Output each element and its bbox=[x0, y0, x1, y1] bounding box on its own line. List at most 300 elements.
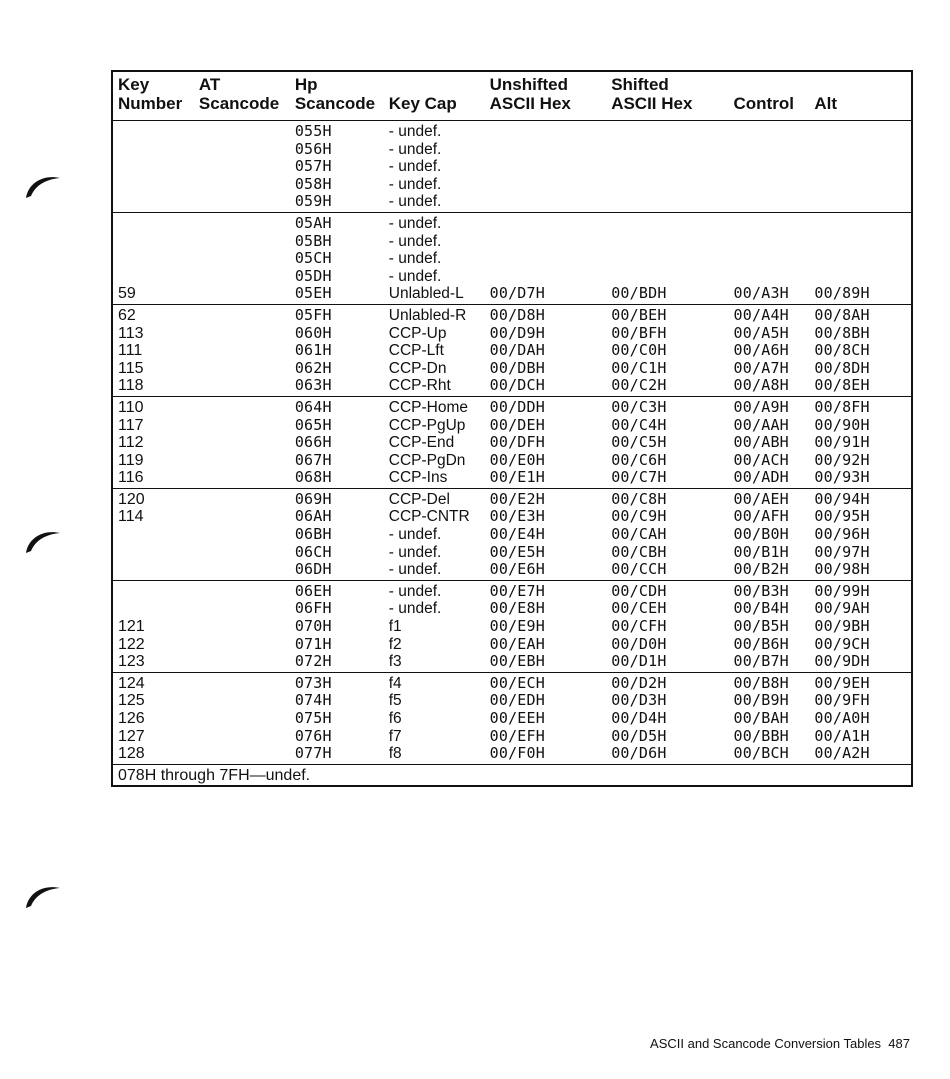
cell-hp-scancode: 06AH bbox=[294, 507, 332, 526]
cell-key-cap: CCP-Rht bbox=[388, 377, 451, 395]
table-row bbox=[112, 600, 912, 618]
cell-at-scancode bbox=[194, 212, 290, 232]
page-number: 487 bbox=[888, 1036, 910, 1051]
cell-alt-hex: 00/93H bbox=[814, 468, 870, 487]
cell-key-cap: - undef. bbox=[388, 140, 442, 158]
table-row bbox=[112, 417, 912, 435]
cell-unshifted-hex: 00/E5H bbox=[489, 542, 545, 561]
cell-hp-scancode: 065H bbox=[294, 415, 332, 434]
cell-alt-hex: 00/91H bbox=[814, 433, 870, 452]
cell-key-number: 128 bbox=[118, 745, 145, 763]
cell-unshifted-hex: 00/E7H bbox=[489, 581, 545, 600]
cell-key-number: 123 bbox=[118, 653, 145, 671]
table-row bbox=[112, 710, 912, 728]
cell-hp-scancode: 073H bbox=[294, 673, 332, 692]
cell-at-scancode bbox=[194, 580, 290, 600]
cell-control-hex bbox=[729, 233, 810, 251]
cell-key-number: 115 bbox=[118, 359, 144, 377]
cell-key-cap: CCP-PgDn bbox=[388, 451, 466, 469]
cell-key-number: 59 bbox=[118, 285, 136, 303]
table-row bbox=[112, 250, 912, 268]
column-header-line: Alt bbox=[814, 94, 838, 113]
cell-control-hex: 00/B4H bbox=[733, 599, 789, 618]
cell-control-hex: 00/ABH bbox=[733, 433, 789, 452]
cell-shifted-hex bbox=[606, 193, 728, 212]
cell-key-number: 126 bbox=[118, 710, 145, 727]
cell-unshifted-hex: 00/E2H bbox=[489, 489, 545, 508]
cell-unshifted-hex: 00/DEH bbox=[489, 415, 545, 434]
cell-hp-scancode: 075H bbox=[294, 709, 332, 727]
cell-at-scancode bbox=[194, 672, 290, 692]
binding-hole-icon bbox=[22, 525, 62, 555]
cell-shifted-hex: 00/D5H bbox=[611, 726, 667, 745]
cell-key-cap: - undef. bbox=[388, 232, 442, 250]
cell-shifted-hex: 00/BDH bbox=[611, 284, 667, 303]
cell-unshifted-hex bbox=[485, 158, 607, 176]
cell-control-hex: 00/A8H bbox=[733, 376, 789, 395]
cell-alt-hex: 00/92H bbox=[814, 450, 870, 469]
cell-hp-scancode: 067H bbox=[294, 450, 332, 469]
row-group bbox=[112, 580, 912, 672]
cell-shifted-hex: 00/D1H bbox=[611, 652, 667, 671]
cell-alt-hex: 00/8FH bbox=[814, 397, 870, 416]
cell-alt-hex: 00/A0H bbox=[814, 709, 870, 727]
cell-at-scancode bbox=[194, 544, 290, 562]
cell-hp-scancode: 071H bbox=[294, 634, 332, 653]
cell-shifted-hex: 00/C0H bbox=[611, 341, 667, 360]
row-group bbox=[112, 304, 912, 396]
column-header-line: Key bbox=[118, 75, 150, 94]
cell-unshifted-hex: 00/EBH bbox=[489, 652, 545, 671]
cell-hp-scancode: 063H bbox=[294, 376, 332, 395]
cell-shifted-hex bbox=[606, 176, 728, 194]
cell-alt-hex: 00/9DH bbox=[814, 652, 870, 671]
table-row bbox=[112, 544, 912, 562]
cell-key-number: 112 bbox=[118, 434, 144, 452]
cell-key-cap: f4 bbox=[388, 674, 402, 692]
column-header-hp-scancode bbox=[290, 71, 384, 121]
table-row bbox=[112, 377, 912, 396]
binding-hole-icon bbox=[22, 170, 62, 200]
cell-key-number bbox=[112, 141, 194, 159]
cell-unshifted-hex: 00/EEH bbox=[489, 709, 545, 727]
cell-alt-hex: 00/94H bbox=[814, 489, 870, 508]
cell-control-hex: 00/A3H bbox=[733, 284, 789, 303]
cell-at-scancode bbox=[194, 417, 290, 435]
cell-shifted-hex: 00/D6H bbox=[611, 744, 667, 763]
cell-unshifted-hex: 00/EDH bbox=[489, 691, 545, 710]
cell-alt-hex: 00/96H bbox=[814, 525, 870, 544]
column-header-line: Number bbox=[118, 94, 183, 113]
cell-key-number bbox=[112, 158, 194, 176]
cell-key-cap: f5 bbox=[388, 692, 402, 710]
table-row bbox=[112, 745, 912, 764]
cell-at-scancode bbox=[194, 710, 290, 728]
cell-unshifted-hex: 00/EAH bbox=[489, 634, 545, 653]
cell-key-number: 127 bbox=[118, 727, 145, 745]
cell-hp-scancode: 072H bbox=[294, 652, 332, 671]
column-header-line: AT bbox=[198, 75, 221, 94]
cell-key-number: 111 bbox=[118, 342, 143, 360]
cell-control-hex: 00/B7H bbox=[733, 652, 789, 671]
cell-alt-hex: 00/A2H bbox=[814, 744, 870, 763]
cell-hp-scancode: 05CH bbox=[294, 249, 332, 268]
cell-control-hex: 00/BCH bbox=[733, 744, 789, 763]
cell-shifted-hex: 00/D0H bbox=[611, 634, 667, 653]
cell-key-cap: f6 bbox=[388, 710, 402, 727]
column-header-key-cap bbox=[384, 71, 485, 121]
cell-key-cap: CCP-Dn bbox=[388, 359, 447, 377]
cell-hp-scancode: 056H bbox=[294, 139, 332, 158]
table-row bbox=[112, 212, 912, 232]
cell-control-hex: 00/AFH bbox=[733, 507, 789, 526]
cell-control-hex: 00/ADH bbox=[733, 468, 789, 487]
cell-hp-scancode: 058H bbox=[294, 174, 332, 193]
cell-at-scancode bbox=[194, 158, 290, 176]
cell-hp-scancode: 076H bbox=[294, 726, 332, 745]
cell-at-scancode bbox=[194, 176, 290, 194]
cell-shifted-hex: 00/C1H bbox=[611, 358, 667, 377]
cell-unshifted-hex bbox=[485, 268, 607, 286]
cell-key-cap: f8 bbox=[388, 745, 402, 763]
cell-unshifted-hex: 00/D9H bbox=[489, 323, 545, 342]
cell-at-scancode bbox=[194, 377, 290, 396]
cell-unshifted-hex: 00/E9H bbox=[489, 617, 545, 636]
cell-key-number: 116 bbox=[118, 469, 144, 487]
cell-at-scancode bbox=[194, 692, 290, 710]
cell-at-scancode bbox=[194, 488, 290, 508]
binding-hole-icon bbox=[22, 880, 62, 910]
cell-shifted-hex: 00/C3H bbox=[611, 397, 667, 416]
cell-shifted-hex bbox=[606, 212, 728, 232]
table-row bbox=[112, 342, 912, 360]
table-row bbox=[112, 121, 912, 141]
cell-hp-scancode: 062H bbox=[294, 358, 332, 377]
column-header-key-number bbox=[112, 71, 194, 121]
cell-control-hex: 00/A9H bbox=[733, 397, 789, 416]
cell-hp-scancode: 05BH bbox=[294, 231, 332, 250]
cell-hp-scancode: 06CH bbox=[294, 542, 332, 561]
cell-alt-hex: 00/8DH bbox=[814, 358, 870, 377]
cell-hp-scancode: 05FH bbox=[294, 305, 332, 324]
cell-hp-scancode: 06BH bbox=[294, 525, 332, 544]
table-row bbox=[112, 526, 912, 544]
cell-control-hex: 00/B1H bbox=[733, 542, 789, 561]
cell-unshifted-hex: 00/D8H bbox=[489, 305, 545, 324]
scancode-conversion-table bbox=[111, 70, 913, 787]
cell-key-cap: CCP-Up bbox=[388, 324, 447, 342]
cell-shifted-hex: 00/BFH bbox=[611, 323, 667, 342]
table-row bbox=[112, 158, 912, 176]
cell-at-scancode bbox=[194, 121, 290, 141]
cell-shifted-hex: 00/D3H bbox=[611, 691, 667, 710]
cell-unshifted-hex: 00/E1H bbox=[489, 468, 545, 487]
cell-unshifted-hex: 00/ECH bbox=[489, 673, 545, 692]
cell-alt-hex bbox=[809, 268, 912, 286]
cell-hp-scancode: 05DH bbox=[294, 266, 332, 285]
cell-control-hex bbox=[729, 141, 810, 159]
cell-control-hex bbox=[729, 212, 810, 232]
column-header-line: Shifted bbox=[611, 75, 669, 94]
cell-key-cap: f3 bbox=[388, 653, 402, 671]
cell-key-cap: - undef. bbox=[388, 175, 442, 193]
cell-hp-scancode: 057H bbox=[294, 157, 332, 176]
cell-at-scancode bbox=[194, 285, 290, 304]
cell-key-number bbox=[112, 580, 194, 600]
cell-key-number bbox=[112, 193, 194, 212]
column-header-line: Key Cap bbox=[388, 94, 457, 113]
cell-shifted-hex: 00/C2H bbox=[611, 376, 667, 395]
cell-shifted-hex: 00/CAH bbox=[611, 525, 667, 544]
cell-key-cap: - undef. bbox=[388, 267, 442, 285]
cell-control-hex: 00/B6H bbox=[733, 634, 789, 653]
cell-control-hex: 00/B9H bbox=[733, 691, 789, 710]
column-header-line: ASCII Hex bbox=[489, 94, 571, 113]
cell-unshifted-hex: 00/D7H bbox=[489, 284, 545, 303]
cell-shifted-hex: 00/C8H bbox=[611, 489, 667, 508]
cell-shifted-hex: 00/C9H bbox=[611, 507, 667, 526]
cell-unshifted-hex: 00/E4H bbox=[489, 525, 545, 544]
cell-key-cap: f1 bbox=[388, 618, 402, 636]
column-header-line: Unshifted bbox=[489, 75, 568, 94]
cell-alt-hex: 00/89H bbox=[814, 284, 870, 303]
cell-hp-scancode: 077H bbox=[294, 744, 332, 763]
cell-shifted-hex: 00/D2H bbox=[611, 673, 667, 692]
cell-unshifted-hex: 00/DDH bbox=[489, 397, 545, 416]
cell-hp-scancode: 06EH bbox=[294, 581, 332, 600]
cell-alt-hex: 00/98H bbox=[814, 560, 870, 579]
cell-shifted-hex bbox=[606, 250, 728, 268]
table-row bbox=[112, 508, 912, 526]
cell-at-scancode bbox=[194, 141, 290, 159]
table-footer-row bbox=[112, 764, 912, 786]
cell-key-number: 122 bbox=[118, 635, 145, 653]
cell-key-number: 121 bbox=[118, 618, 145, 636]
table-row bbox=[112, 325, 912, 343]
cell-shifted-hex: 00/CEH bbox=[611, 599, 667, 618]
cell-control-hex bbox=[729, 268, 810, 286]
cell-alt-hex: 00/A1H bbox=[814, 726, 870, 745]
table-row bbox=[112, 692, 912, 710]
row-group bbox=[112, 488, 912, 580]
cell-at-scancode bbox=[194, 396, 290, 416]
cell-at-scancode bbox=[194, 360, 290, 378]
cell-shifted-hex: 00/CBH bbox=[611, 542, 667, 561]
cell-alt-hex: 00/97H bbox=[814, 542, 870, 561]
cell-control-hex: 00/AAH bbox=[733, 415, 789, 434]
cell-key-cap: CCP-Home bbox=[388, 398, 468, 416]
cell-hp-scancode: 05AH bbox=[294, 213, 332, 232]
row-group bbox=[112, 672, 912, 764]
cell-key-cap: CCP-Lft bbox=[388, 342, 444, 360]
table-header bbox=[112, 71, 912, 121]
cell-unshifted-hex bbox=[485, 233, 607, 251]
cell-at-scancode bbox=[194, 561, 290, 580]
cell-key-cap: - undef. bbox=[388, 582, 442, 600]
cell-control-hex: 00/AEH bbox=[733, 489, 789, 508]
cell-at-scancode bbox=[194, 469, 290, 488]
cell-alt-hex: 00/9CH bbox=[814, 634, 870, 653]
cell-control-hex: 00/A7H bbox=[733, 358, 789, 377]
cell-at-scancode bbox=[194, 745, 290, 764]
cell-shifted-hex: 00/CCH bbox=[611, 560, 667, 579]
cell-key-number bbox=[112, 526, 194, 544]
cell-hp-scancode: 066H bbox=[294, 433, 332, 452]
cell-unshifted-hex: 00/E3H bbox=[489, 507, 545, 526]
table-row bbox=[112, 580, 912, 600]
cell-at-scancode bbox=[194, 600, 290, 618]
cell-shifted-hex bbox=[606, 121, 728, 141]
column-header-line: Scancode bbox=[198, 94, 280, 113]
cell-key-cap: - undef. bbox=[388, 526, 442, 544]
cell-control-hex bbox=[729, 158, 810, 176]
cell-shifted-hex bbox=[606, 233, 728, 251]
cell-unshifted-hex bbox=[485, 121, 607, 141]
cell-shifted-hex: 00/CFH bbox=[611, 617, 667, 636]
table-row bbox=[112, 469, 912, 488]
cell-at-scancode bbox=[194, 342, 290, 360]
cell-shifted-hex: 00/C6H bbox=[611, 450, 667, 469]
cell-control-hex: 00/B3H bbox=[733, 581, 789, 600]
cell-unshifted-hex: 00/E8H bbox=[489, 599, 545, 618]
cell-at-scancode bbox=[194, 233, 290, 251]
cell-key-number bbox=[112, 268, 194, 286]
table-row bbox=[112, 304, 912, 324]
table-row bbox=[112, 396, 912, 416]
cell-unshifted-hex: 00/DBH bbox=[489, 358, 545, 377]
cell-unshifted-hex: 00/F0H bbox=[489, 744, 545, 763]
table-row bbox=[112, 488, 912, 508]
cell-key-cap: f7 bbox=[388, 727, 402, 745]
cell-unshifted-hex bbox=[485, 193, 607, 212]
cell-key-number: 117 bbox=[118, 416, 144, 434]
cell-control-hex: 00/B8H bbox=[733, 673, 789, 692]
table-row bbox=[112, 618, 912, 636]
cell-key-cap: CCP-PgUp bbox=[388, 416, 466, 434]
cell-alt-hex bbox=[809, 250, 912, 268]
cell-key-cap: - undef. bbox=[388, 561, 442, 579]
cell-hp-scancode: 074H bbox=[294, 691, 332, 710]
cell-alt-hex bbox=[809, 212, 912, 232]
cell-control-hex bbox=[729, 176, 810, 194]
cell-control-hex bbox=[729, 121, 810, 141]
cell-shifted-hex: 00/BEH bbox=[611, 305, 667, 324]
table-row bbox=[112, 561, 912, 580]
cell-shifted-hex bbox=[606, 268, 728, 286]
cell-key-cap: Unlabled-R bbox=[388, 306, 467, 324]
cell-key-number: 118 bbox=[118, 377, 144, 395]
cell-hp-scancode: 055H bbox=[294, 122, 332, 140]
cell-hp-scancode: 06FH bbox=[294, 599, 332, 618]
page-footer bbox=[650, 1036, 910, 1051]
cell-alt-hex: 00/9FH bbox=[814, 691, 870, 710]
cell-hp-scancode: 064H bbox=[294, 397, 332, 416]
cell-key-number: 125 bbox=[118, 692, 145, 710]
column-header-line: Control bbox=[733, 94, 794, 113]
cell-unshifted-hex: 00/E6H bbox=[489, 560, 545, 579]
table-row bbox=[112, 452, 912, 470]
cell-key-cap: CCP-Ins bbox=[388, 469, 448, 487]
cell-alt-hex: 00/99H bbox=[814, 581, 870, 600]
cell-alt-hex bbox=[809, 141, 912, 159]
cell-hp-scancode: 069H bbox=[294, 489, 332, 508]
cell-control-hex bbox=[729, 193, 810, 212]
table-row bbox=[112, 360, 912, 378]
table-row bbox=[112, 176, 912, 194]
cell-key-cap: - undef. bbox=[388, 250, 442, 268]
cell-control-hex: 00/B5H bbox=[733, 617, 789, 636]
cell-shifted-hex: 00/C5H bbox=[611, 433, 667, 452]
cell-key-number bbox=[112, 600, 194, 618]
cell-shifted-hex bbox=[606, 141, 728, 159]
column-header-shifted-ascii-hex bbox=[606, 71, 728, 121]
cell-alt-hex bbox=[809, 233, 912, 251]
cell-key-cap: - undef. bbox=[388, 600, 442, 618]
cell-shifted-hex: 00/D4H bbox=[611, 709, 667, 727]
cell-at-scancode bbox=[194, 508, 290, 526]
cell-alt-hex bbox=[809, 176, 912, 194]
table-row bbox=[112, 728, 912, 746]
row-group bbox=[112, 121, 912, 213]
cell-at-scancode bbox=[194, 618, 290, 636]
table-row bbox=[112, 636, 912, 654]
cell-shifted-hex: 00/C7H bbox=[611, 468, 667, 487]
cell-alt-hex: 00/8AH bbox=[814, 305, 870, 324]
cell-unshifted-hex: 00/DFH bbox=[489, 433, 545, 452]
cell-at-scancode bbox=[194, 452, 290, 470]
column-header-line: ASCII Hex bbox=[611, 94, 693, 113]
cell-key-cap: CCP-Del bbox=[388, 490, 450, 508]
cell-alt-hex: 00/90H bbox=[814, 415, 870, 434]
cell-key-number bbox=[112, 212, 194, 232]
cell-control-hex: 00/BBH bbox=[733, 726, 789, 745]
table-row bbox=[112, 233, 912, 251]
cell-unshifted-hex: 00/DAH bbox=[489, 341, 545, 360]
cell-shifted-hex: 00/C4H bbox=[611, 415, 667, 434]
footer-title: ASCII and Scancode Conversion Tables bbox=[650, 1036, 882, 1051]
cell-unshifted-hex: 00/DCH bbox=[489, 376, 545, 395]
cell-control-hex: 00/A4H bbox=[733, 305, 789, 324]
cell-shifted-hex: 00/CDH bbox=[611, 581, 667, 600]
cell-key-cap: f2 bbox=[388, 635, 402, 653]
cell-key-cap: - undef. bbox=[388, 123, 442, 140]
cell-unshifted-hex: 00/E0H bbox=[489, 450, 545, 469]
column-header-at-scancode bbox=[194, 71, 290, 121]
cell-key-cap: CCP-End bbox=[388, 434, 455, 452]
cell-key-number: 110 bbox=[118, 398, 144, 416]
table-row bbox=[112, 434, 912, 452]
cell-at-scancode bbox=[194, 526, 290, 544]
column-header-unshifted-ascii-hex bbox=[485, 71, 607, 121]
cell-unshifted-hex bbox=[485, 141, 607, 159]
cell-key-number bbox=[112, 121, 194, 141]
cell-unshifted-hex: 00/EFH bbox=[489, 726, 545, 745]
cell-hp-scancode: 06DH bbox=[294, 560, 332, 579]
cell-control-hex: 00/A6H bbox=[733, 341, 789, 360]
cell-key-cap: - undef. bbox=[388, 193, 442, 211]
footer-row-text: 078H through 7FH—undef. bbox=[118, 766, 311, 784]
cell-control-hex bbox=[729, 250, 810, 268]
cell-key-number bbox=[112, 176, 194, 194]
cell-unshifted-hex bbox=[485, 212, 607, 232]
cell-key-cap: Unlabled-L bbox=[388, 285, 464, 303]
cell-key-cap: - undef. bbox=[388, 543, 442, 561]
cell-alt-hex: 00/8BH bbox=[814, 323, 870, 342]
cell-at-scancode bbox=[194, 268, 290, 286]
row-group bbox=[112, 212, 912, 304]
row-group bbox=[112, 396, 912, 488]
column-header-alt bbox=[809, 71, 912, 121]
